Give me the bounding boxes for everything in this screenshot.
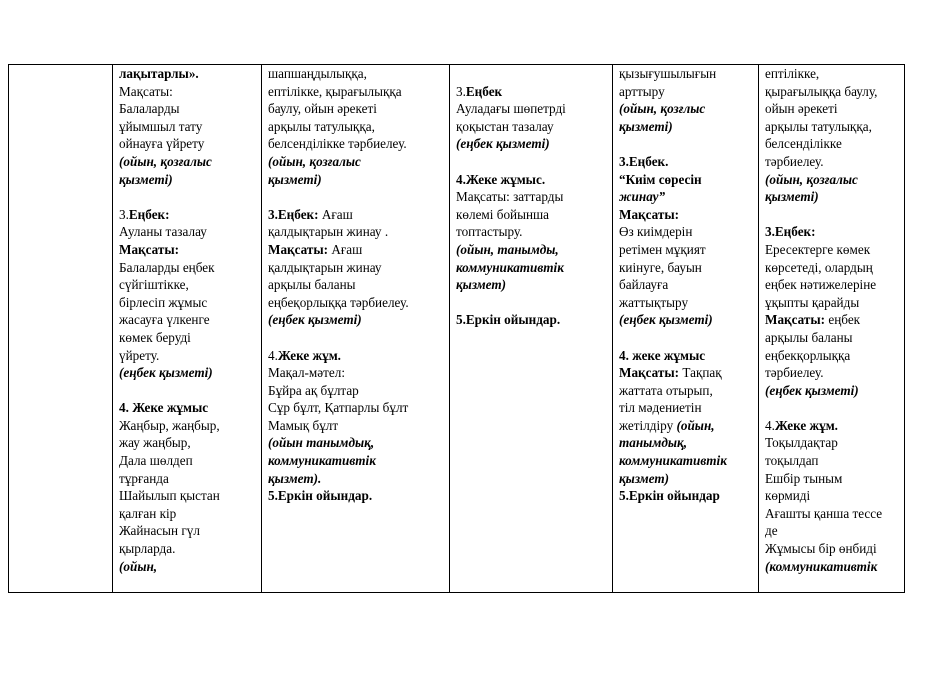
text-line — [619, 434, 754, 452]
text-line — [619, 487, 754, 505]
text-run: жау жаңбыр, — [119, 435, 191, 451]
column-cell-6 — [759, 65, 905, 593]
text-run: ептілікке, — [765, 66, 820, 81]
text-line — [268, 259, 445, 277]
text-line — [119, 487, 257, 505]
text-run: жетілдіру — [619, 417, 677, 433]
blank-line — [268, 188, 445, 206]
text-run: 4. Жеке жұмыс — [119, 400, 209, 416]
text-line — [619, 276, 754, 294]
text-line — [119, 452, 257, 470]
text-run: Жұмысы бір өнбиді — [765, 541, 877, 557]
text-run: Мақал-мәтел: — [268, 365, 345, 381]
text-line — [119, 206, 257, 224]
column-cell-2 — [113, 65, 262, 593]
column-cell-4 — [450, 65, 613, 593]
text-run: топтастыру. — [456, 224, 523, 240]
text-run: қырағылыққа баулу, — [765, 83, 878, 99]
text-line — [268, 118, 445, 136]
text-run: Ауладағы шөпетрді — [456, 101, 566, 117]
text-run: Сұр бұлт, Қатпарлы бұлт — [268, 400, 409, 416]
text-run: (еңбек қызметі) — [268, 312, 362, 328]
text-run: қызметі) — [119, 171, 173, 187]
text-run: тәрбиелеу. — [765, 365, 824, 381]
text-line — [456, 259, 608, 277]
text-line — [619, 171, 754, 189]
text-run: Мақсаты: — [268, 241, 329, 257]
text-line — [765, 470, 900, 488]
text-line — [619, 364, 754, 382]
text-line — [619, 417, 754, 435]
text-run: арқылы баланы — [765, 329, 853, 345]
blank-line — [765, 206, 900, 224]
text-line — [765, 171, 900, 189]
text-line — [765, 188, 900, 206]
text-run: Жеке жұм. — [277, 347, 341, 363]
text-line — [268, 276, 445, 294]
text-run: 3.Еңбек: — [765, 224, 816, 240]
text-run: Жайнасын гүл — [119, 523, 200, 539]
text-line — [765, 505, 900, 523]
text-run: Мақсаты: — [619, 206, 680, 222]
text-line — [619, 452, 754, 470]
text-run: еңбек — [825, 312, 861, 328]
text-run: коммуникативтік — [268, 453, 376, 469]
text-line — [119, 223, 257, 241]
text-run: Тақпақ — [679, 365, 722, 381]
text-line — [119, 329, 257, 347]
text-line — [268, 382, 445, 400]
text-run: қалған кір — [119, 505, 177, 521]
text-run: Жаңбыр, жаңбыр, — [119, 417, 220, 433]
text-run: ұқыпты қарайды — [765, 294, 860, 310]
text-run: 5.Еркін ойындар — [619, 488, 720, 504]
text-line — [619, 347, 754, 365]
text-line — [456, 206, 608, 224]
text-line — [456, 118, 608, 136]
text-line — [119, 171, 257, 189]
text-run: Дала шөлдеп — [119, 453, 193, 469]
text-line — [765, 153, 900, 171]
text-line — [619, 241, 754, 259]
text-run: Өз киімдерін — [619, 224, 693, 240]
text-run: жасауға үлкенге — [119, 312, 210, 328]
text-line — [765, 241, 900, 259]
text-run: арқылы татулыққа, — [268, 118, 375, 134]
text-line — [268, 294, 445, 312]
text-line — [765, 65, 900, 83]
text-line — [119, 399, 257, 417]
text-run: 4.Жеке жұмыс. — [456, 171, 546, 187]
text-line — [268, 241, 445, 259]
text-run: қызметі) — [765, 189, 819, 205]
text-run: Ауланы тазалау — [119, 224, 207, 240]
text-run: ойын әрекеті — [765, 101, 838, 117]
text-line — [119, 505, 257, 523]
text-run: тұрғанда — [119, 470, 169, 486]
text-run: еңбек нәтижелеріне — [765, 277, 877, 293]
text-run: Жеке жұм. — [774, 417, 838, 433]
column-cell-3 — [262, 65, 450, 593]
text-line — [119, 558, 257, 576]
text-run: (ойын, танымды, — [456, 241, 559, 257]
text-run: (еңбек қызметі) — [765, 382, 859, 398]
text-run: қоқыстан тазалау — [456, 118, 554, 134]
text-line — [619, 311, 754, 329]
text-line — [765, 311, 900, 329]
text-line — [119, 276, 257, 294]
text-line — [765, 558, 900, 576]
text-line — [456, 223, 608, 241]
text-run: қызметі) — [619, 118, 673, 134]
text-run: Мақсаты: — [119, 241, 180, 257]
text-line — [119, 294, 257, 312]
text-line — [268, 100, 445, 118]
text-line — [268, 434, 445, 452]
text-line — [765, 294, 900, 312]
text-run: киінуге, бауын — [619, 259, 702, 275]
text-run: (еңбек қызметі) — [456, 136, 550, 152]
text-line — [268, 153, 445, 171]
text-line — [765, 100, 900, 118]
text-line — [268, 470, 445, 488]
text-run: еңбеқорлыққа тәрбиелеу. — [268, 294, 409, 310]
text-line — [119, 311, 257, 329]
text-run: байлауға — [619, 277, 669, 293]
text-run: (ойын, — [119, 558, 158, 574]
text-line — [765, 364, 900, 382]
text-run: 3. — [456, 83, 466, 99]
text-run: Ағаш — [328, 241, 363, 257]
text-line — [119, 434, 257, 452]
text-run: еңбекқорлыққа — [765, 347, 851, 363]
blank-line — [456, 294, 608, 312]
text-run: де — [765, 523, 778, 539]
text-run: жаттата отырып, — [619, 382, 713, 398]
text-run: арқылы татулыққа, — [765, 118, 872, 134]
text-run: (ойын, қозғалыс — [119, 153, 212, 169]
text-line — [765, 487, 900, 505]
text-line — [268, 135, 445, 153]
text-line — [619, 153, 754, 171]
text-line — [765, 259, 900, 277]
text-run: қызмет). — [268, 470, 322, 486]
text-run: белсенділікке тәрбиелеу. — [268, 136, 407, 152]
text-run: танымдық, — [619, 435, 688, 451]
text-line — [765, 382, 900, 400]
text-run: Еңбек — [465, 83, 503, 99]
text-line — [119, 100, 257, 118]
text-line — [268, 311, 445, 329]
text-run: сүйгіштікке, — [119, 277, 189, 293]
text-run: Мамық бұлт — [268, 417, 339, 433]
text-run: Ағаш — [318, 206, 353, 222]
text-line — [765, 452, 900, 470]
text-run: шапшаңдылыққа, — [268, 66, 367, 81]
text-line — [456, 83, 608, 101]
text-run: лақытарлы». — [119, 66, 199, 81]
text-line — [619, 470, 754, 488]
blank-line — [765, 399, 900, 417]
text-run: коммуникативтік — [456, 259, 564, 275]
text-run: жинау” — [619, 189, 666, 205]
text-run: Ешбір тыным — [765, 470, 843, 486]
text-line — [456, 276, 608, 294]
blank-line — [119, 382, 257, 400]
text-line — [119, 65, 257, 83]
text-run: ретімен мұқият — [619, 241, 706, 257]
text-run: белсенділікке — [765, 136, 842, 152]
text-run: Бұйра ақ бұлтар — [268, 382, 359, 398]
text-line — [456, 311, 608, 329]
text-run: 4. жеке жұмыс — [619, 347, 706, 363]
text-line — [119, 364, 257, 382]
text-line — [119, 259, 257, 277]
text-run: (коммуникативтік — [765, 558, 878, 574]
text-line — [268, 452, 445, 470]
text-line — [765, 83, 900, 101]
text-line — [268, 487, 445, 505]
text-line — [456, 188, 608, 206]
text-run: қызмет) — [456, 277, 507, 293]
plan-table — [8, 64, 905, 593]
text-line — [119, 118, 257, 136]
text-run: қызметі) — [268, 171, 322, 187]
text-run: Балаларды еңбек — [119, 259, 215, 275]
column-cell-1 — [9, 65, 113, 593]
text-line — [268, 364, 445, 382]
text-run: “Киім сөресін — [619, 171, 702, 187]
text-run: 4. — [765, 417, 775, 433]
text-run: қалдықтарын жинау . — [268, 224, 389, 240]
text-line — [119, 522, 257, 540]
text-line — [619, 188, 754, 206]
text-line — [765, 223, 900, 241]
text-line — [456, 171, 608, 189]
text-run: көрмиді — [765, 488, 811, 504]
blank-line — [119, 188, 257, 206]
text-run: қырларда. — [119, 541, 176, 557]
text-run: (ойын, қозғалыс — [765, 171, 858, 187]
text-run: 5.Еркін ойындар. — [456, 312, 561, 328]
text-run: тоқылдап — [765, 453, 819, 469]
text-run: 4. — [268, 347, 278, 363]
column-cell-5 — [613, 65, 759, 593]
text-run: 3.Еңбек. — [619, 153, 669, 169]
text-line — [765, 118, 900, 136]
text-line — [765, 434, 900, 452]
text-run: арқылы баланы — [268, 277, 356, 293]
text-run: (ойын, қозғлыс — [619, 101, 706, 117]
text-run: қалдықтарын жинау — [268, 259, 382, 275]
text-run: жаттықтыру — [619, 294, 689, 310]
text-line — [765, 135, 900, 153]
text-run: 3. — [119, 206, 129, 222]
text-line — [619, 83, 754, 101]
text-run: үйрету. — [119, 347, 160, 363]
blank-line — [268, 329, 445, 347]
text-line — [619, 206, 754, 224]
text-line — [619, 100, 754, 118]
text-line — [619, 223, 754, 241]
text-line — [268, 347, 445, 365]
text-run: Ағашты қанша тессе — [765, 505, 883, 521]
text-run: 3.Еңбек: — [268, 206, 319, 222]
blank-line — [456, 153, 608, 171]
text-run: арттыру — [619, 83, 665, 99]
text-line — [268, 65, 445, 83]
text-line — [619, 259, 754, 277]
text-line — [268, 223, 445, 241]
text-run: Мақсаты: — [119, 83, 173, 99]
text-run: баулу, ойын әрекеті — [268, 101, 377, 117]
text-run: (еңбек қызметі) — [619, 312, 713, 328]
text-run: бірлесіп жұмыс — [119, 294, 208, 310]
text-run: Еңбек: — [128, 206, 170, 222]
text-line — [268, 417, 445, 435]
text-line — [765, 347, 900, 365]
blank-line — [456, 65, 608, 83]
text-run: 5.Еркін ойындар. — [268, 488, 373, 504]
text-line — [765, 522, 900, 540]
text-line — [619, 294, 754, 312]
text-line — [268, 83, 445, 101]
text-line — [119, 470, 257, 488]
text-run: ойнауға үйрету — [119, 136, 205, 152]
text-line — [456, 100, 608, 118]
text-run: Мақсаты: заттарды — [456, 189, 564, 205]
text-line — [268, 206, 445, 224]
text-line — [456, 135, 608, 153]
blank-line — [619, 135, 754, 153]
text-line — [119, 540, 257, 558]
text-line — [765, 540, 900, 558]
text-run: көмек беруді — [119, 329, 191, 345]
text-run: ұйымшыл тату — [119, 118, 203, 134]
text-run: көлемі бойынша — [456, 206, 550, 222]
text-run: ептілікке, қырағылыққа — [268, 83, 402, 99]
text-run: Мақсаты: — [619, 365, 680, 381]
text-run: Тоқылдақтар — [765, 435, 838, 451]
text-line — [268, 171, 445, 189]
text-run: Шайылып қыстан — [119, 488, 220, 504]
text-line — [268, 399, 445, 417]
text-line — [619, 65, 754, 83]
text-run: коммуникативтік — [619, 453, 727, 469]
text-line — [119, 83, 257, 101]
text-run: (ойын, қозғалыс — [268, 153, 361, 169]
text-run: қызмет) — [619, 470, 670, 486]
text-line — [119, 241, 257, 259]
text-line — [119, 417, 257, 435]
blank-line — [619, 329, 754, 347]
text-line — [119, 135, 257, 153]
text-line — [765, 329, 900, 347]
text-line — [456, 241, 608, 259]
text-run: (ойын танымдық, — [268, 435, 375, 451]
text-run: (еңбек қызметі) — [119, 365, 213, 381]
text-line — [619, 382, 754, 400]
text-run: көрсетеді, олардың — [765, 259, 873, 275]
text-run: Балаларды — [119, 101, 180, 117]
text-line — [619, 118, 754, 136]
text-line — [619, 399, 754, 417]
text-line — [765, 417, 900, 435]
text-line — [119, 347, 257, 365]
table-row — [9, 65, 905, 593]
text-run: Мақсаты: — [765, 312, 826, 328]
text-line — [765, 276, 900, 294]
text-run: Ересектерге көмек — [765, 241, 871, 257]
text-run: қызығушылығын — [619, 66, 717, 81]
text-run: тіл мәдениетін — [619, 400, 702, 416]
text-line — [119, 153, 257, 171]
text-run: (ойын, — [676, 417, 715, 433]
text-run: тәрбиелеу. — [765, 153, 824, 169]
